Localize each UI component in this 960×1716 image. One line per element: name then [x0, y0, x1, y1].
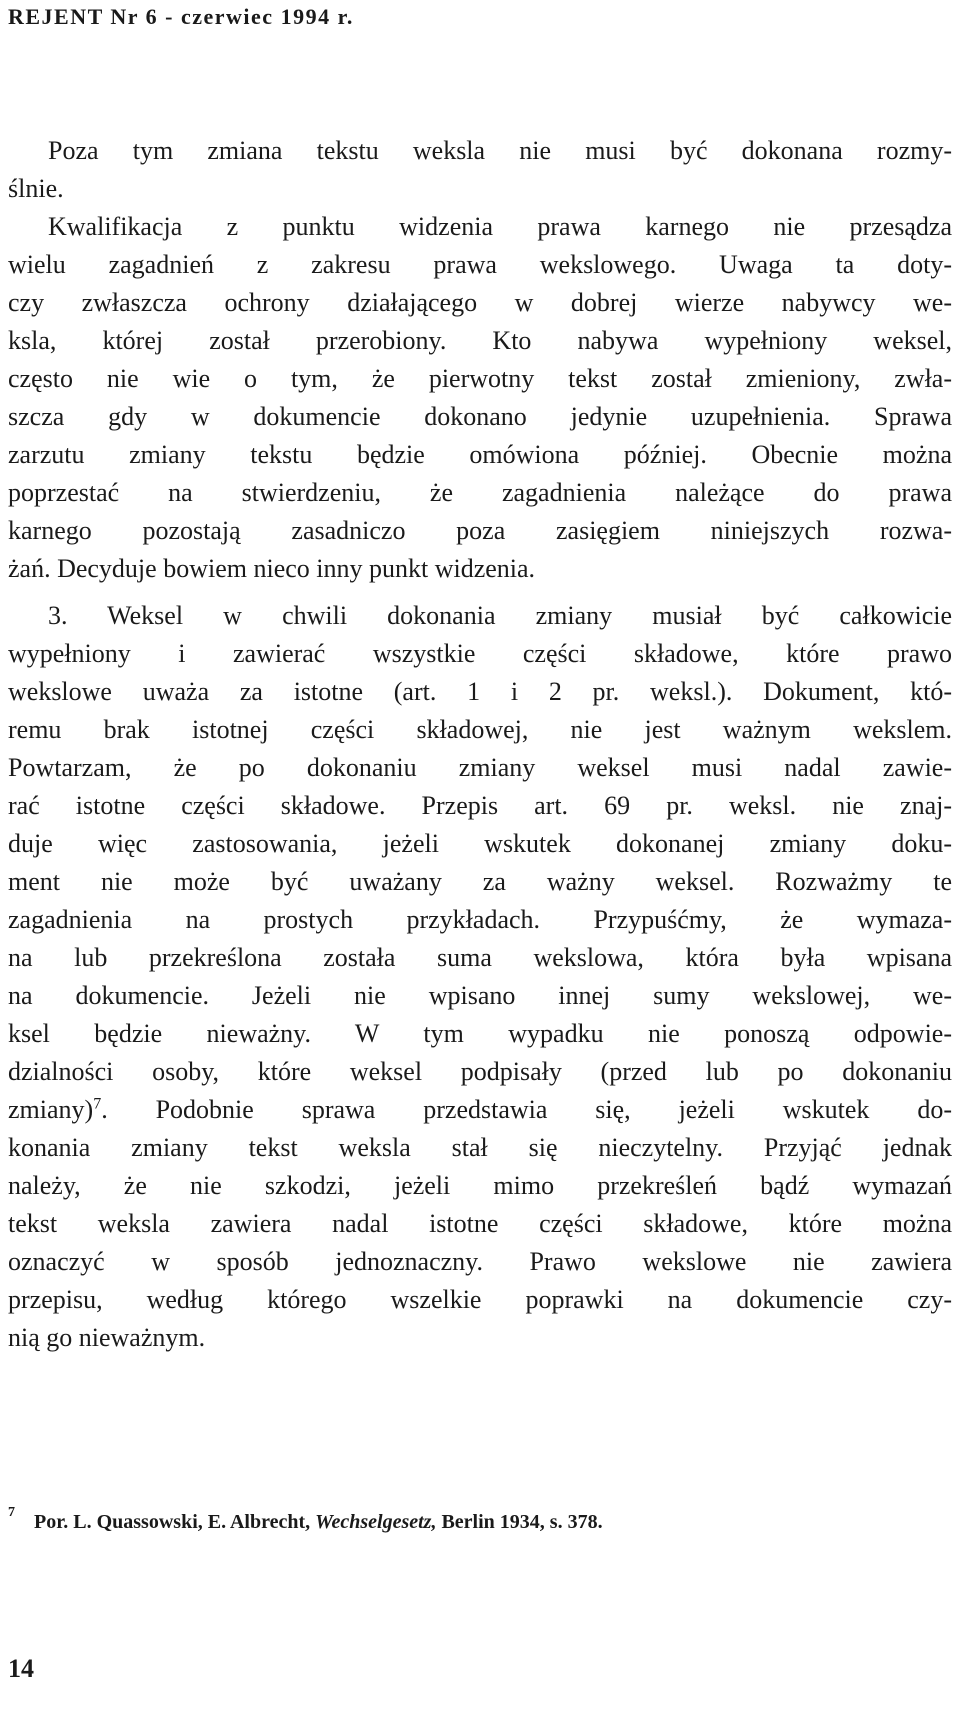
text-line: wypełniony i zawierać wszystkie części składowe, które prawo	[8, 639, 952, 668]
text-line: żań. Decyduje bowiem nieco inny punkt widzenia.	[8, 554, 536, 583]
text-line: wekslowe uważa za istotne (art. 1 i 2 pr. weksl.). Dokument, któ-	[8, 677, 952, 706]
text-line: Powtarzam, że po dokonaniu zmiany weksel musi nadal zawie-	[8, 753, 952, 782]
footnote-authors: Por. L. Quassowski, E. Albrecht,	[34, 1511, 311, 1533]
text-line: wielu zagadnień z zakresu prawa wekslowego. Uwaga ta doty-	[8, 250, 952, 279]
text-line: należy, że nie szkodzi, jeżeli mimo przekreśleń bądź wymazań	[8, 1171, 952, 1200]
text-line: 3. Weksel w chwili dokonania zmiany musiał być całkowicie	[48, 601, 952, 630]
text-line: często nie wie o tym, że pierwotny tekst został zmieniony, zwła-	[8, 364, 952, 393]
footnote	[8, 1505, 952, 1534]
text-line: zagadnienia na prostych przykładach. Przypuśćmy, że wymaza-	[8, 905, 952, 934]
page-number: 14	[8, 1654, 34, 1683]
text-line: Poza tym zmiana tekstu weksla nie musi być dokonana rozmy-	[48, 136, 952, 165]
footnote-number: 7	[8, 1505, 15, 1520]
text-line: ment nie może być uważany za ważny weksel. Rozważmy te	[8, 867, 952, 896]
text-line: konania zmiany tekst weksla stał się nieczytelny. Przyjąć jednak	[8, 1133, 952, 1162]
text-line: ślnie.	[8, 174, 64, 203]
text-line: duje więc zastosowania, jeżeli wskutek dokonanej zmiany doku-	[8, 829, 952, 858]
text-line: na dokumencie. Jeżeli nie wpisano innej sumy wekslowej, we-	[8, 981, 952, 1010]
running-header: REJENT Nr 6 - czerwiec 1994 r.	[8, 4, 354, 29]
text-line: Kwalifikacja z punktu widzenia prawa karnego nie przesądza	[48, 212, 952, 241]
text-line: szcza gdy w dokumencie dokonano jedynie uzupełnienia. Sprawa	[8, 402, 952, 431]
footnote-rest: Berlin 1934, s. 378.	[441, 1511, 603, 1533]
text-line: ksel będzie nieważny. W tym wypadku nie ponoszą odpowie-	[8, 1019, 952, 1048]
text-line: nią go nieważnym.	[8, 1323, 206, 1352]
text-line: tekst weksla zawiera nadal istotne części składowe, które można	[8, 1209, 952, 1238]
text-line: ksla, której został przerobiony. Kto nabywa wypełniony weksel,	[8, 326, 952, 355]
text-line: na lub przekreślona została suma wekslowa, która była wpisana	[8, 943, 952, 972]
footnote-title: Wechselgesetz,	[315, 1511, 437, 1533]
text-line: poprzestać na stwierdzeniu, że zagadnienia należące do prawa	[8, 478, 952, 507]
text-line: zarzutu zmiany tekstu będzie omówiona później. Obecnie można	[8, 440, 952, 469]
text-line: remu brak istotnej części składowej, nie jest ważnym wekslem.	[8, 715, 952, 744]
text-line: oznaczyć w sposób jednoznaczny. Prawo wekslowe nie zawiera	[8, 1247, 952, 1276]
body-text	[8, 132, 952, 1357]
text-line	[8, 1091, 952, 1129]
text-fragment: zmiany)	[8, 1095, 94, 1124]
text-line: przepisu, według którego wszelkie poprawki na dokumencie czy-	[8, 1285, 952, 1314]
footnote-ref: 7	[93, 1095, 102, 1113]
text-line: czy zwłaszcza ochrony działającego w dobrej wierze nabywcy we-	[8, 288, 952, 317]
text-line: rać istotne części składowe. Przepis art. 69 pr. weksl. nie znaj-	[8, 791, 952, 820]
text-line: karnego pozostają zasadniczo poza zasięgiem niniejszych rozwa-	[8, 516, 952, 545]
text-fragment: . Podobnie sprawa przedstawia się, jeżeli wskutek do-	[101, 1095, 952, 1124]
text-line: dzialności osoby, które weksel podpisały (przed lub po dokonaniu	[8, 1057, 952, 1086]
